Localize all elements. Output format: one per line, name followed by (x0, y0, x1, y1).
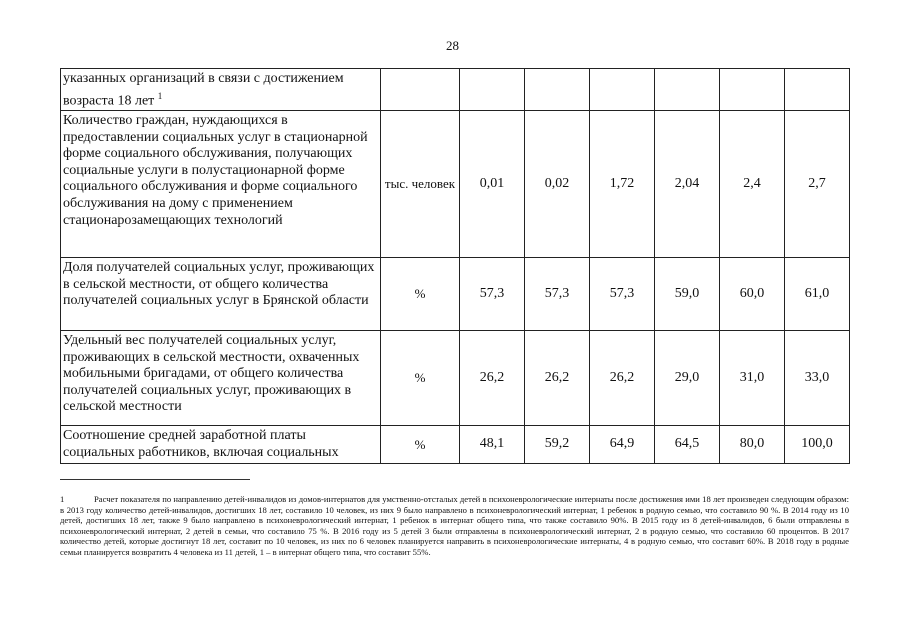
footnote-separator (60, 479, 250, 480)
value-cell: 26,2 (460, 331, 525, 426)
unit-cell: тыс. человек (381, 111, 460, 258)
value-cell: 64,9 (590, 426, 655, 464)
value-cell (460, 69, 525, 111)
value-cell: 57,3 (460, 258, 525, 331)
row-description-cell: Доля получателей социальных услуг, проживающих в сельской местности, от общего количества получателей социальных услуг в Брянской области (61, 258, 381, 331)
value-cell: 31,0 (720, 331, 785, 426)
value-cell (525, 69, 590, 111)
value-cell: 64,5 (655, 426, 720, 464)
value-cell: 2,4 (720, 111, 785, 258)
value-cell (720, 69, 785, 111)
table-row (61, 331, 850, 426)
row-description-cell: Удельный вес получателей социальных услуг, проживающих в сельской местности, охваченных мобильными бригадами, от общего количества получателей социальных услуг, проживающих в сельской местности (61, 331, 381, 426)
unit-cell: % (381, 331, 460, 426)
value-cell: 80,0 (720, 426, 785, 464)
value-cell: 1,72 (590, 111, 655, 258)
value-cell: 33,0 (785, 331, 850, 426)
footnote (60, 494, 849, 557)
row-description-cell (61, 69, 381, 111)
unit-cell: % (381, 426, 460, 464)
table-row (61, 69, 850, 111)
value-cell (655, 69, 720, 111)
unit-cell (381, 69, 460, 111)
footnote-marker: 1 (60, 494, 65, 504)
value-cell (590, 69, 655, 111)
indicators-table (60, 68, 850, 464)
value-cell: 100,0 (785, 426, 850, 464)
footnote-text: Расчет показателя по направлению детей-инвалидов из домов-интернатов для умственно-отсталых детей в психоневрологические интернаты после достижения ими 18 лет произведен следующим образом: в 2013 году количество детей-инвалидов, достигших 18 лет, составило 10 человек, из них 9 было направлено в психоневрологический интернат, 1 ребенок в родную семью, что составило 90 %. В 2014 году из 10 детей, достигших 18 лет, также 9 было направлено в психоневрологический интернат, 1 ребенок в интернат общего типа, что также составило 90%. В 2015 году из 8 детей-инвалидов, 6 были отправлены в психоневрологический интернат, 2 детей в семьи, что составило 75 %. В 2016 году из 5 детей 3 были отправлены в психоневрологический интернат, 2 в родную семью, что составило 60 процентов. В 2017 количество детей, которые достигнут 18 лет, составит по 10 человек, из них по 6 человек планируется направить в психоневрологические интернаты, 4 в родную семью, что составит 60%. В 2018 году в родные семьи планируется возвратить 4 человека из 11 детей, 1 – в интернат общего типа, что составит 55%. (60, 494, 849, 557)
value-cell: 59,0 (655, 258, 720, 331)
value-cell: 60,0 (720, 258, 785, 331)
value-cell: 48,1 (460, 426, 525, 464)
footnote-reference: 1 (157, 90, 163, 101)
value-cell: 26,2 (525, 331, 590, 426)
page-number: 28 (446, 38, 459, 53)
value-cell: 59,2 (525, 426, 590, 464)
value-cell: 57,3 (590, 258, 655, 331)
value-cell: 0,01 (460, 111, 525, 258)
row-description-cell: Количество граждан, нуждающихся в предоставлении социальных услуг в стационарной форме социального обслуживания, получающих социальные услуги в полустационарной форме социального обслуживания и форме социального обслуживания на дому с применением стационарозамещающих технологий (61, 111, 381, 258)
table-row (61, 111, 850, 258)
value-cell: 2,7 (785, 111, 850, 258)
value-cell: 29,0 (655, 331, 720, 426)
value-cell: 26,2 (590, 331, 655, 426)
value-cell (785, 69, 850, 111)
value-cell: 0,02 (525, 111, 590, 258)
value-cell: 57,3 (525, 258, 590, 331)
value-cell: 2,04 (655, 111, 720, 258)
row-description-cell: Соотношение средней заработной платы социальных работников, включая социальных (61, 426, 381, 464)
value-cell: 61,0 (785, 258, 850, 331)
table-row (61, 258, 850, 331)
row-description: указанных организаций в связи с достижением возраста 18 лет (63, 71, 344, 109)
table-row (61, 426, 850, 464)
unit-cell: % (381, 258, 460, 331)
